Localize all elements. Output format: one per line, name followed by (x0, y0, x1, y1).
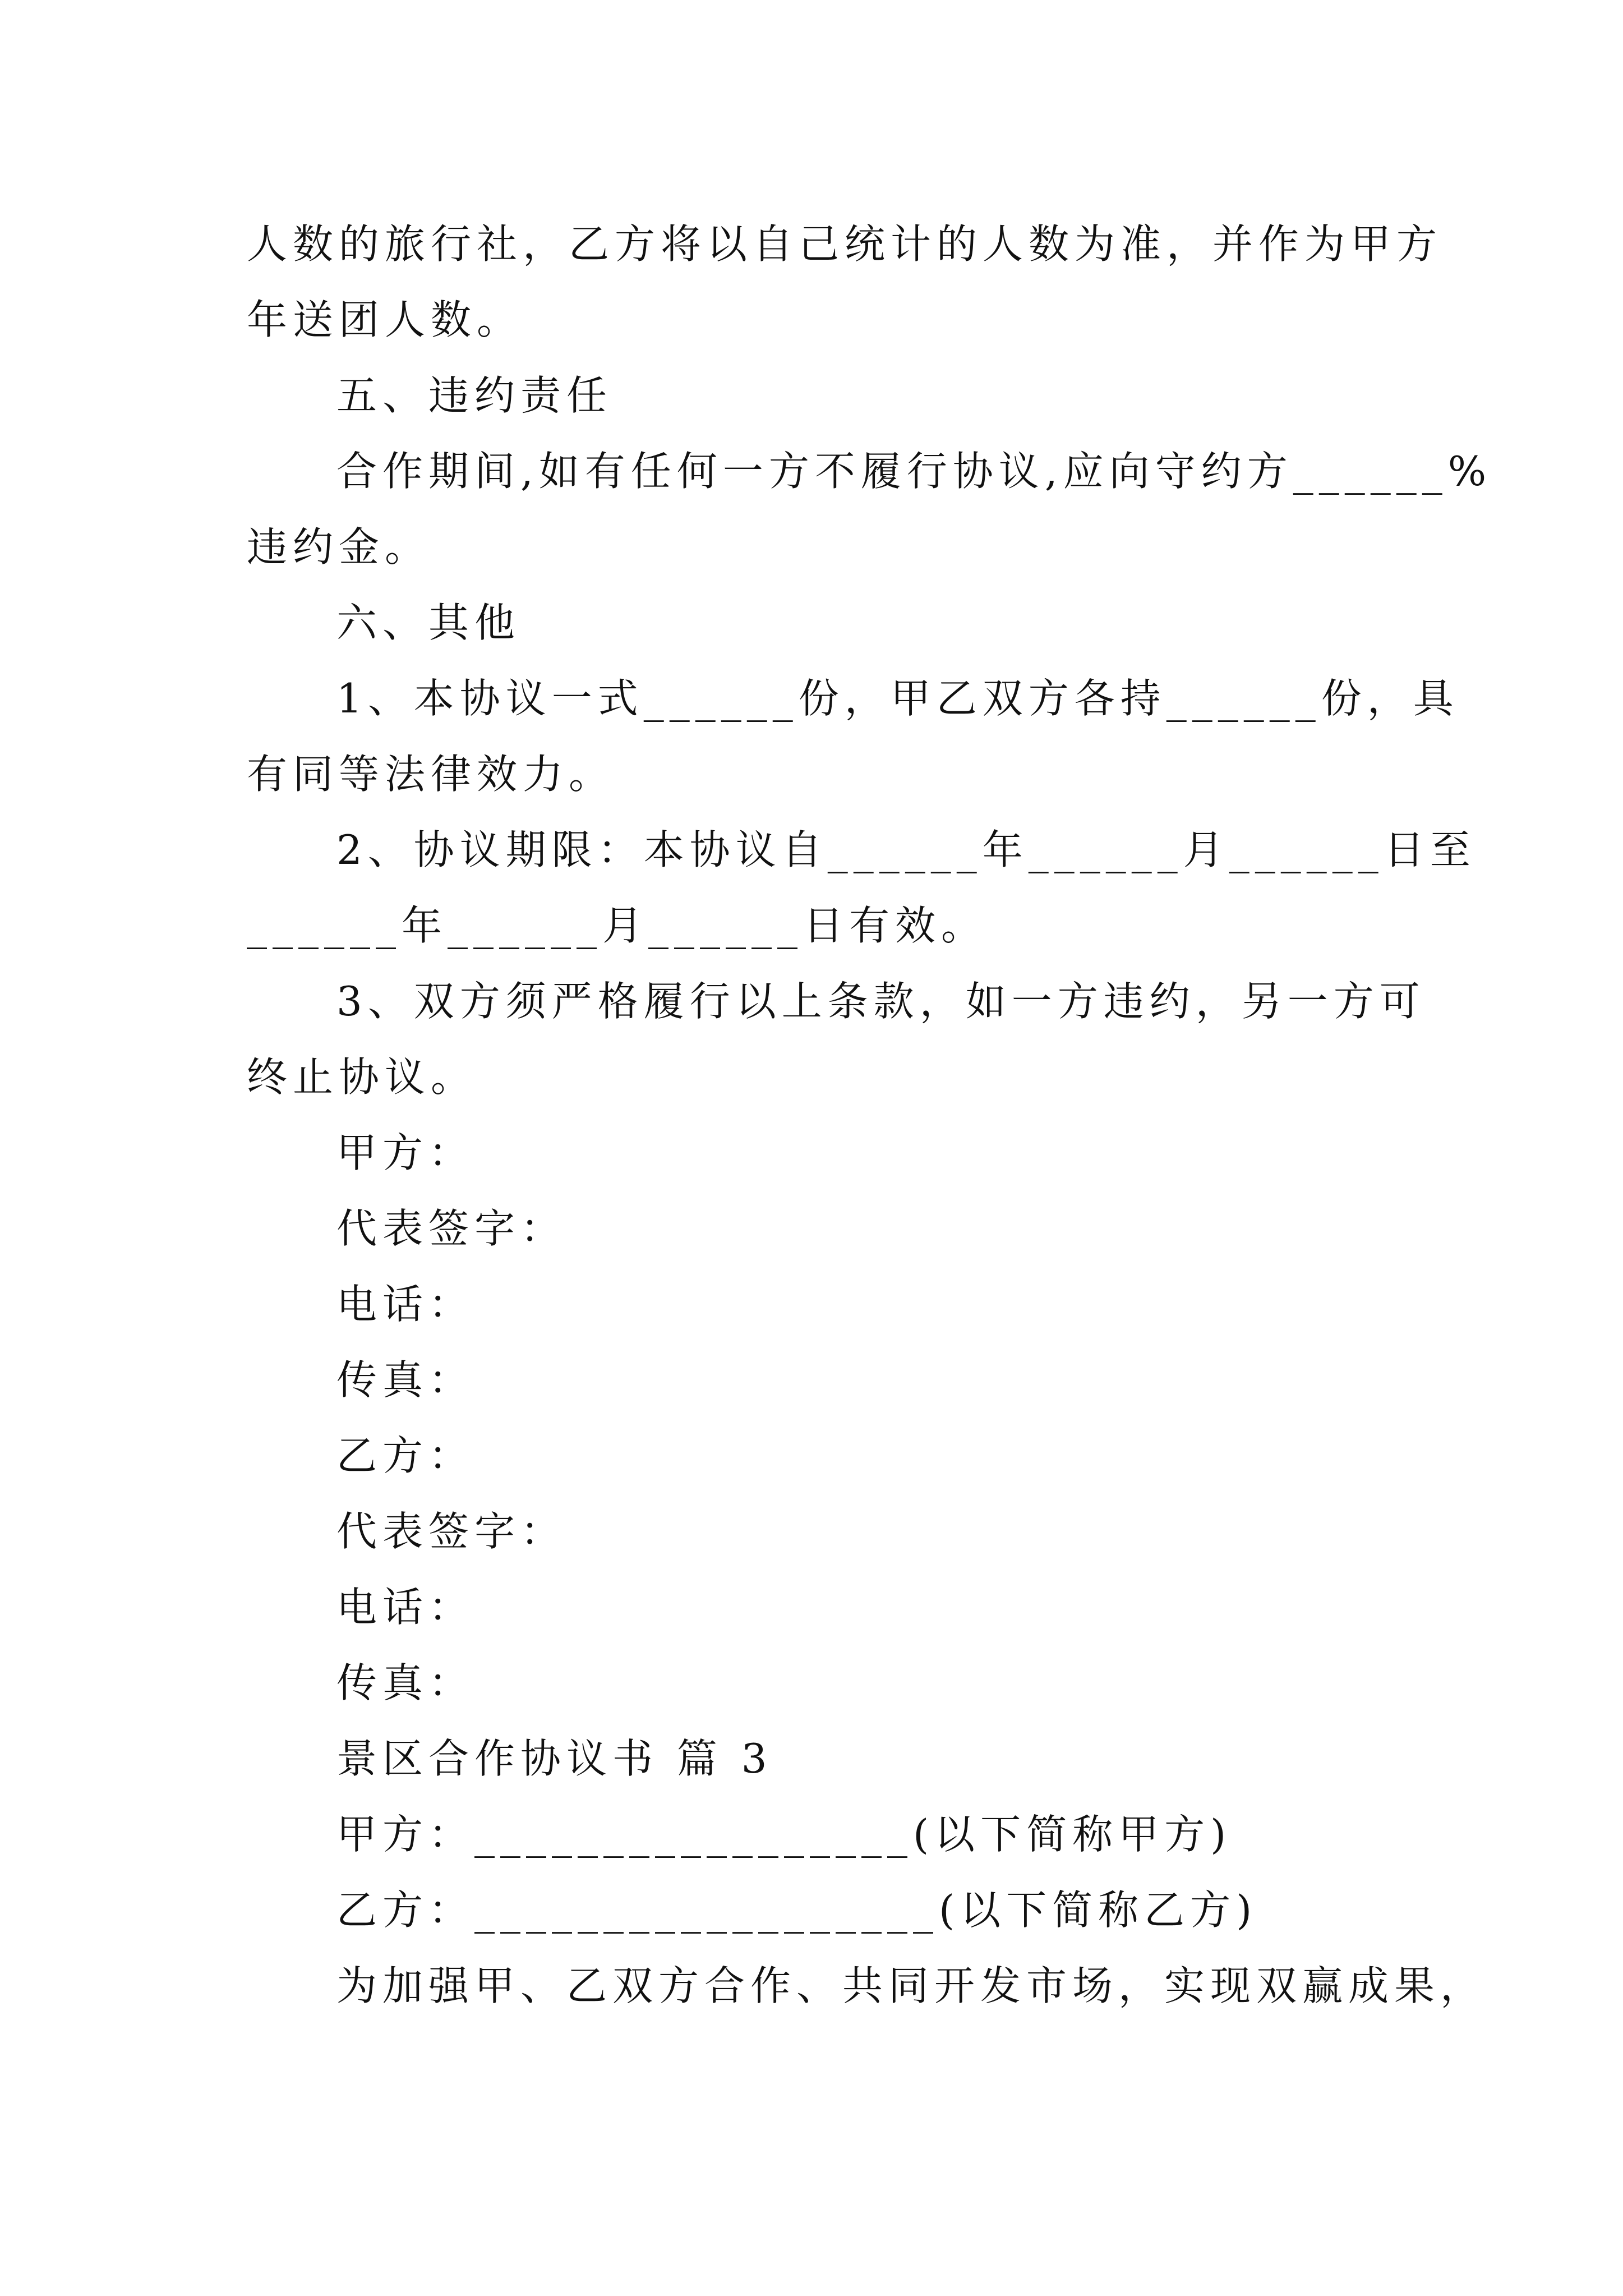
paragraph-line: 2、协议期限：本协议自______年______月______日至 (336, 826, 1476, 873)
fax-label: 传真： (336, 1356, 475, 1404)
fax-label: 传真： (336, 1659, 475, 1706)
paragraph-line: 合作期间,如有任何一方不履行协议,应向守约方______% (336, 448, 1492, 495)
party-a-label: 甲方： (336, 1129, 475, 1176)
paragraph-line: 有同等法律效力。 (247, 751, 615, 798)
paragraph-line: ______年______月______日有效。 (247, 902, 988, 949)
party-b-line: 乙方：__________________(以下简称乙方) (336, 1887, 1258, 1934)
paragraph-line: 违约金。 (247, 523, 431, 570)
signature-label: 代表签字： (336, 1205, 567, 1252)
phone-label: 电话： (336, 1584, 475, 1631)
section-heading: 六、其他 (336, 599, 521, 646)
section-heading: 五、违约责任 (336, 372, 613, 419)
paragraph-line: 年送团人数。 (247, 296, 523, 343)
paragraph-line: 为加强甲、乙双方合作、共同开发市场，实现双赢成果， (336, 1962, 1487, 2009)
paragraph-line: 终止协议。 (247, 1053, 477, 1101)
document-title: 景区合作协议书 篇 3 (336, 1735, 773, 1782)
phone-label: 电话： (336, 1281, 475, 1328)
party-a-line: 甲方：_________________(以下简称甲方) (336, 1811, 1232, 1858)
paragraph-line: 1、本协议一式______份，甲乙双方各持______份，具 (336, 675, 1459, 722)
signature-label: 代表签字： (336, 1508, 567, 1555)
paragraph-line: 3、双方须严格履行以上条款，如一方违约，另一方可 (336, 978, 1426, 1025)
party-b-label: 乙方： (336, 1432, 475, 1479)
paragraph-line: 人数的旅行社，乙方将以自己统计的人数为准，并作为甲方 (247, 220, 1443, 268)
